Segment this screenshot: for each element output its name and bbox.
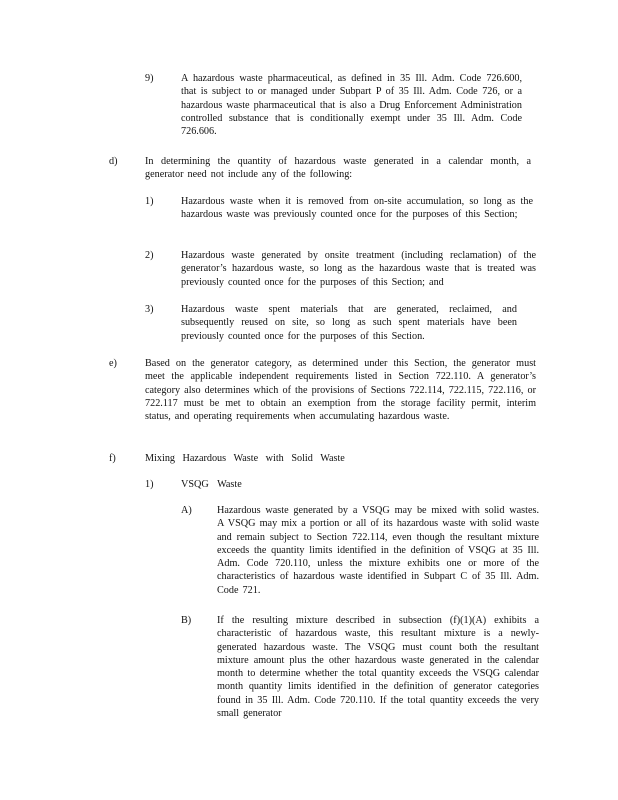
- item-heading: VSQG Waste: [181, 479, 242, 490]
- item-text: A hazardous waste pharmaceutical, as defined in 35 Ill. Adm. Code 726.600, that is subject to or managed under Subpart P of 35 Ill. Adm. Code 726, or a hazardous waste pharmaceutical that is also a Drug Enforcement Administration controlled substance that is conditionally exempt under 35 Ill. Adm. Code 726.606.: [181, 73, 522, 138]
- item-text: Hazardous waste when it is removed from on-site accumulation, so long as the hazardous waste was previously counted once for the purposes of this Section;: [181, 196, 533, 221]
- item-label: f): [109, 453, 116, 464]
- item-label: 3): [145, 304, 154, 315]
- item-text: Hazardous waste generated by onsite treatment (including reclamation) of the generator’s hazardous waste, so long as the hazardous waste that is treated was previously counted once for the purposes of this Section; and: [181, 250, 536, 288]
- item-label: B): [181, 615, 192, 626]
- item-label: e): [109, 358, 117, 369]
- item-text: Hazardous waste generated by a VSQG may be mixed with solid wastes. A VSQG may mix a portion or all of its hazardous waste with solid waste and remain subject to Section 722.114, even though the resultant mixture exceeds the quantity limits identified in the definition of VSQG at 35 Ill. Adm. Code 720.110, unless the mixture exhibits one or more of the characteristics of hazardous waste identified in Subpart C of 35 Ill. Adm. Code 721.: [217, 505, 539, 596]
- item-text: In determining the quantity of hazardous waste generated in a calendar month, a generator need not include any of the following:: [145, 156, 531, 181]
- item-label: 9): [145, 73, 154, 84]
- item-label: 1): [145, 196, 154, 207]
- item-text: If the resulting mixture described in subsection (f)(1)(A) exhibits a characteristic of hazardous waste, this resultant mixture is a newly-generated hazardous waste. The VSQG must count both the resultant mixture amount plus the other hazardous waste generated in the calendar month to determine whether the total quantity exceeds the VSQG calendar month quantity limits identified in the definition of generator categories found in 35 Ill. Adm. Code 720.110. If the total quantity exceeds the very small generator: [217, 615, 539, 720]
- item-heading: Mixing Hazardous Waste with Solid Waste: [145, 453, 345, 464]
- item-label: d): [109, 156, 118, 167]
- item-label: A): [181, 505, 192, 516]
- item-text: Hazardous waste spent materials that are generated, reclaimed, and subsequently reused on site, so long as such spent materials have been previously counted once for the purposes of this Section.: [181, 304, 517, 342]
- item-label: 2): [145, 250, 154, 261]
- item-text: Based on the generator category, as determined under this Section, the generator must meet the applicable independent requirements listed in Section 722.110. A generator’s category also determines which of the provisions of Sections 722.114, 722.115, 722.116, or 722.117 must be met to obtain an exemption from the storage facility permit, interim status, and operating requirements when accumulating hazardous waste.: [145, 358, 536, 423]
- item-label: 1): [145, 479, 154, 490]
